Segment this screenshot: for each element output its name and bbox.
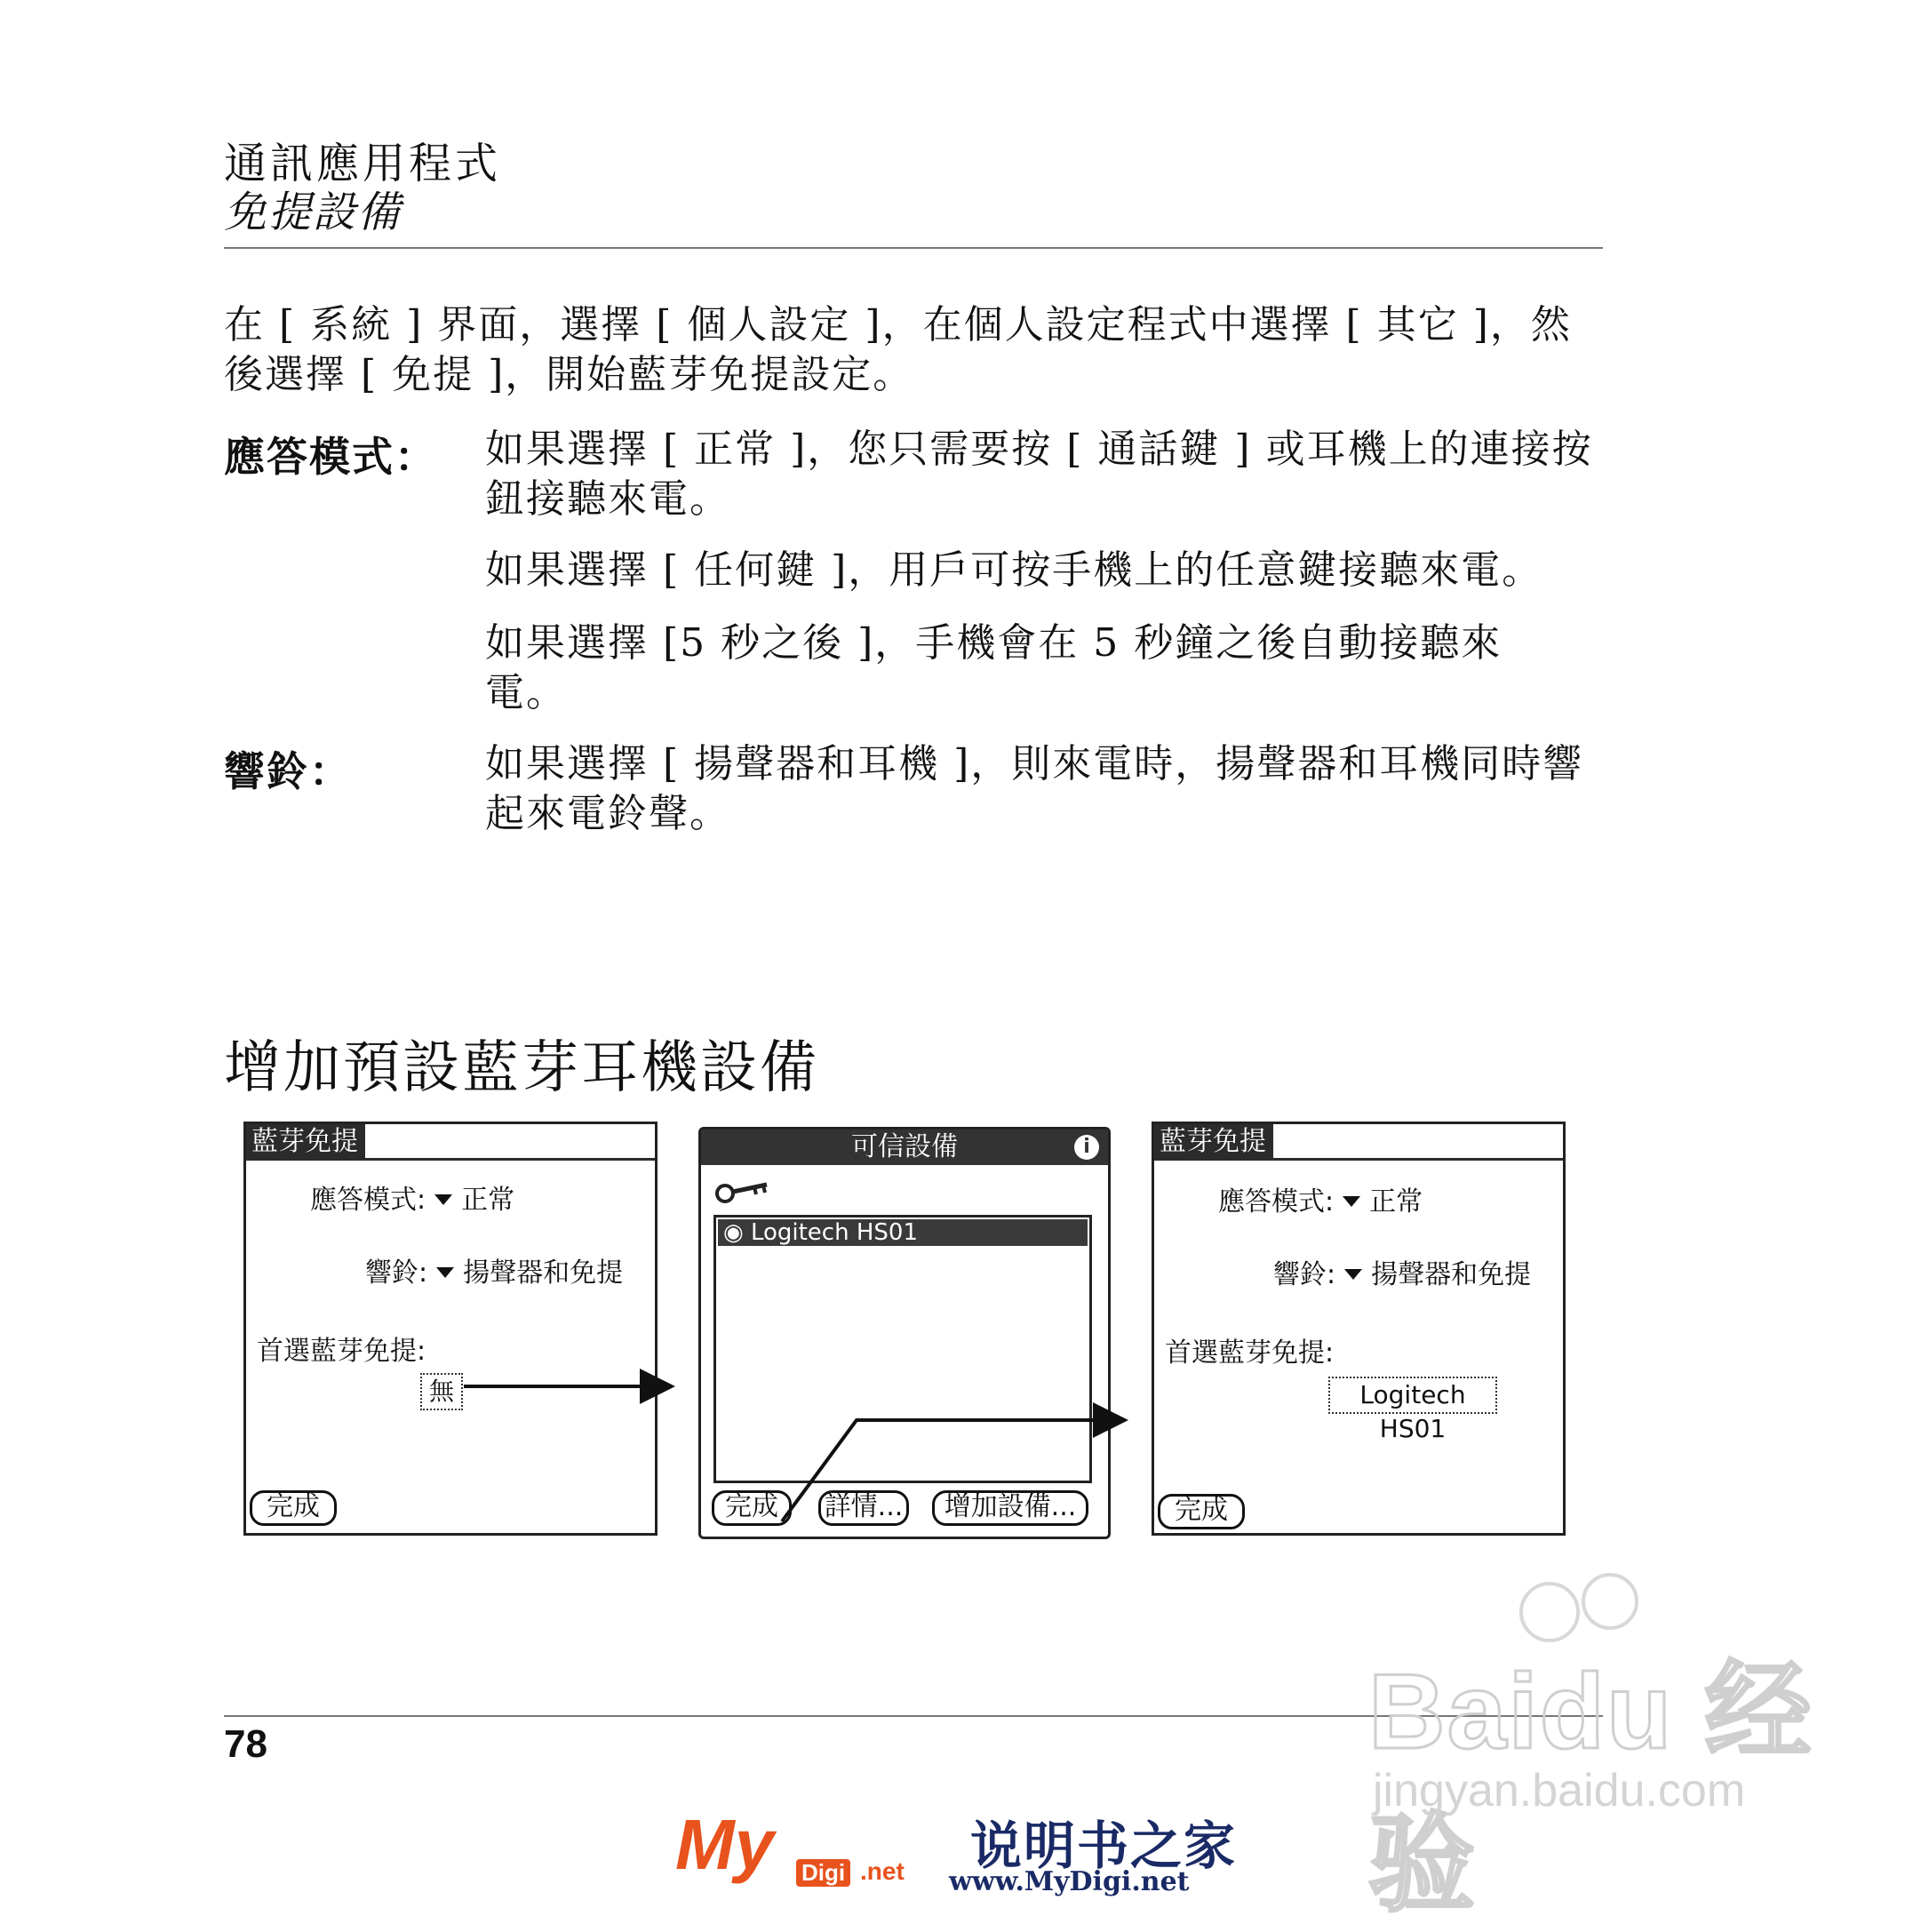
ring-def: 如果選擇 [ 揚聲器和耳機 ]，則來電時，揚聲器和耳機同時響起來電鈴聲。 (485, 741, 1584, 836)
baidu-watermark-url: jingyan.baidu.com (1373, 1765, 1746, 1816)
preferred-handsfree-label: 首選藍芽免提: (257, 1336, 426, 1367)
add-device-button[interactable]: 增加設備... (932, 1490, 1088, 1526)
answer-mode-def-anykey: 如果選擇 [ 任何鍵 ]，用戶可按手機上的任意鍵接聽來電。 (485, 547, 1543, 593)
ring-term: 響鈴： (224, 747, 352, 795)
done-button[interactable]: 完成 (1158, 1494, 1245, 1529)
answer-mode-value[interactable]: 正常 (1369, 1186, 1423, 1217)
ring-label: 響鈴: (1273, 1259, 1336, 1290)
mydigi-logo: My (675, 1805, 775, 1884)
bluetooth-device-icon: ◉ (723, 1219, 751, 1246)
done-button[interactable]: 完成 (250, 1490, 337, 1526)
mydigi-url: www.MyDigi.net (949, 1866, 1190, 1897)
intro-paragraph: 在 [ 系統 ] 界面，選擇 [ 個人設定 ]，在個人設定程式中選擇 [ 其它 ]，然後選擇 [ 免提 ]，開始藍芽免提設定。 (224, 302, 1572, 397)
ring-value[interactable]: 揚聲器和免提 (1371, 1259, 1532, 1290)
done-button[interactable]: 完成 (712, 1490, 792, 1526)
preferred-handsfree-label: 首選藍芽免提: (1165, 1337, 1335, 1369)
screen-tab-title: 藍芽免提 (1154, 1124, 1273, 1160)
baidu-watermark: Baidu 经验 (1368, 1652, 1813, 1924)
preferred-handsfree-selector[interactable]: Logitech HS01 (1328, 1377, 1497, 1414)
answer-mode-def-5sec: 如果選擇 [5 秒之後 ]，手機會在 5 秒鐘之後自動接聽來電。 (485, 620, 1502, 715)
answer-mode-label: 應答模式: (310, 1185, 426, 1216)
page-number: 78 (224, 1722, 267, 1766)
section-heading: 增加預設藍芽耳機設備 (224, 1035, 819, 1101)
screen-tab-title: 藍芽免提 (246, 1124, 365, 1160)
details-button[interactable]: 詳情... (818, 1490, 909, 1526)
arrow-to-result-screen (782, 1420, 1121, 1521)
mydigi-net: .net (860, 1857, 905, 1885)
mydigi-badge: Digi (796, 1859, 850, 1887)
answer-mode-def-normal: 如果選擇 [ 正常 ]，您只需要按 [ 通話鍵 ] 或耳機上的連接按鈕接聽來電。 (485, 427, 1593, 522)
paw-watermark-icon (1582, 1573, 1638, 1630)
answer-mode-value[interactable]: 正常 (461, 1185, 515, 1216)
preferred-handsfree-selector[interactable]: 無 (420, 1373, 463, 1410)
mydigi-name: 说明书之家 (970, 1816, 1238, 1876)
info-icon[interactable]: i (1074, 1135, 1099, 1160)
ring-value[interactable]: 揚聲器和免提 (463, 1257, 624, 1289)
chapter-title: 通訊應用程式 (224, 139, 502, 188)
ring-label: 響鈴: (365, 1257, 428, 1289)
answer-mode-label: 應答模式: (1218, 1186, 1335, 1217)
answer-mode-term: 應答模式： (224, 433, 437, 481)
section-subtitle: 免提設備 (224, 188, 403, 237)
dialog-title: 可信設備 (701, 1130, 1108, 1165)
device-name: Logitech HS01 (750, 1219, 918, 1246)
